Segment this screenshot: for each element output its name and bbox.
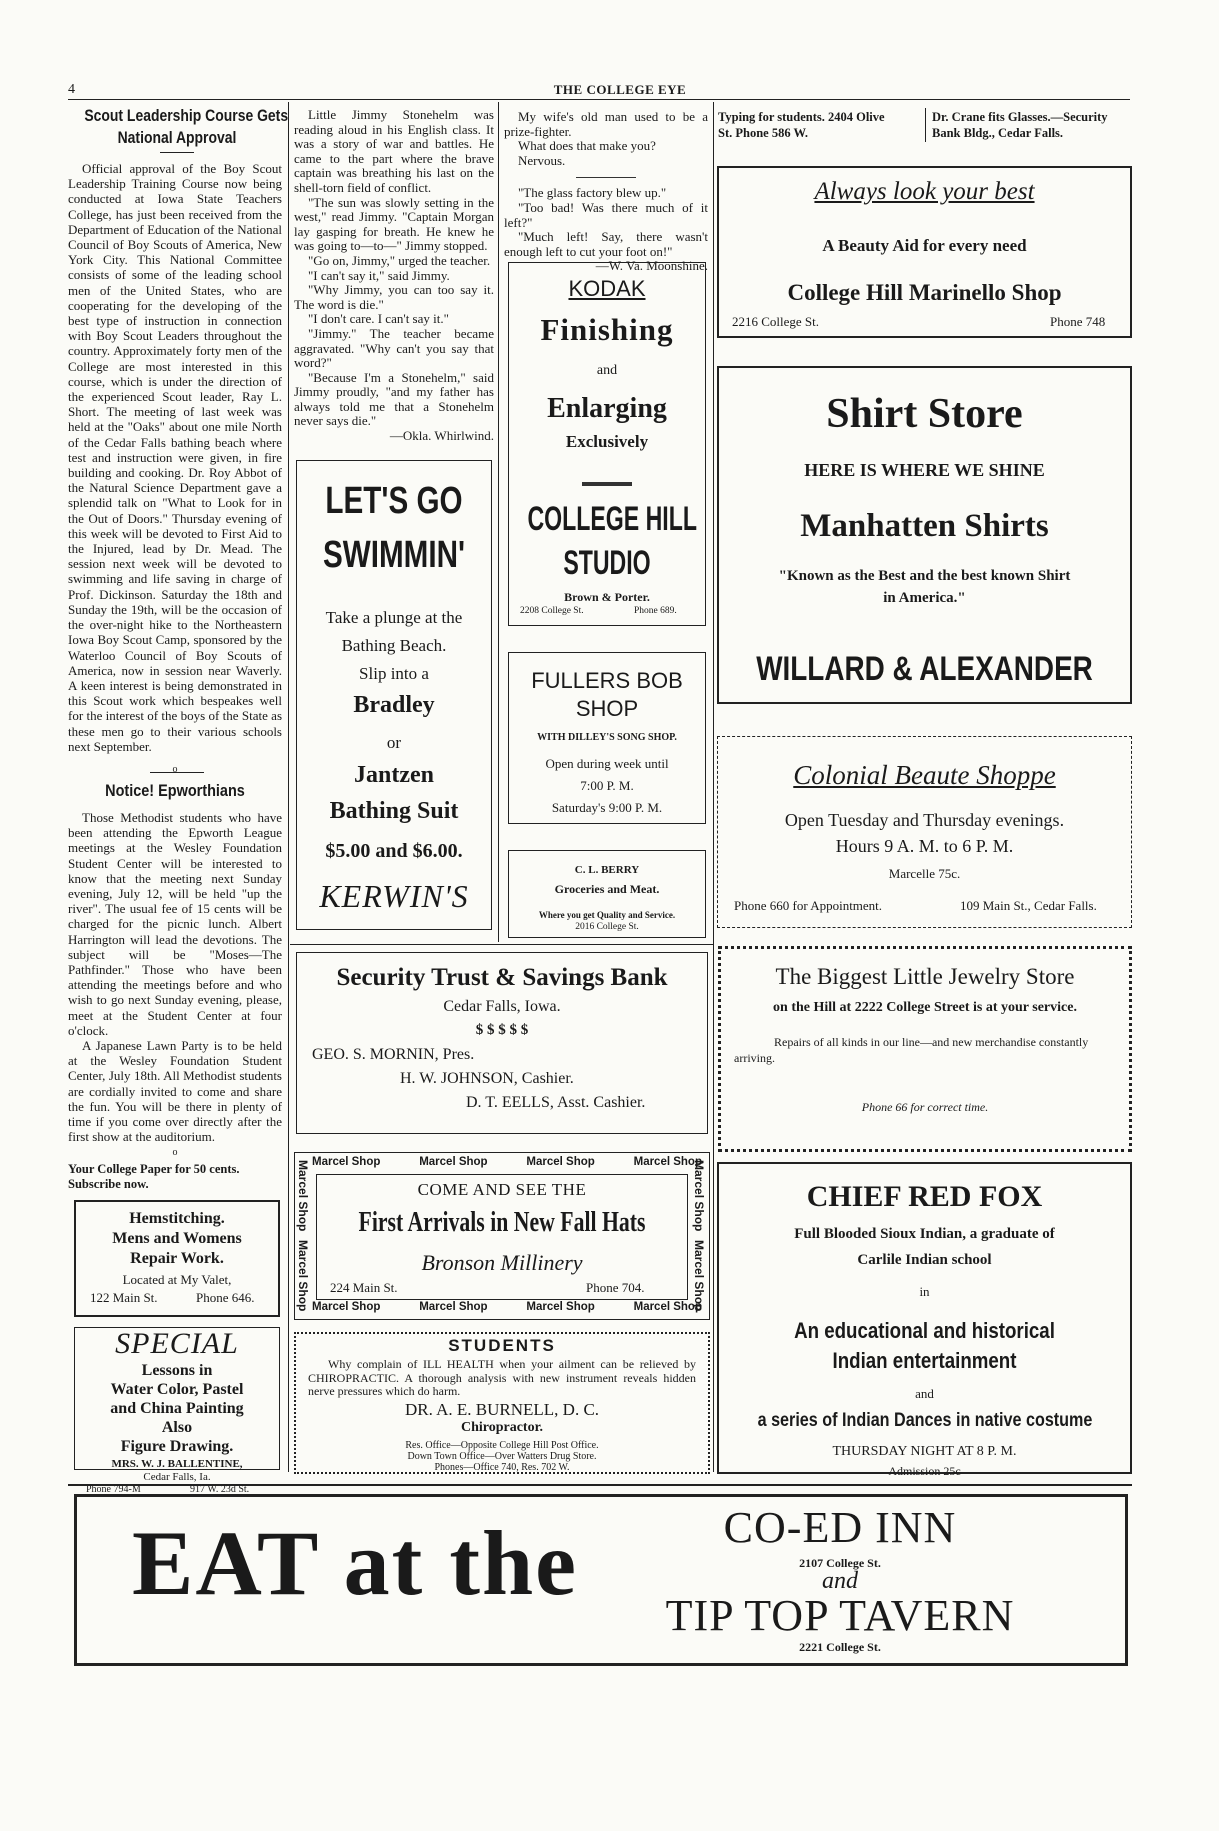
coed-l6: 2221 College St. xyxy=(799,1640,881,1654)
marinello-phone: Phone 748 xyxy=(1050,314,1106,329)
coed-l4: and xyxy=(822,1568,858,1594)
joke-l3: Nervous. xyxy=(518,152,566,168)
bank-l6: D. T. EELLS, Asst. Cashier. xyxy=(466,1094,646,1111)
swim-l7: or xyxy=(386,733,402,752)
students-l3: Phones—Office 740, Res. 702 W. xyxy=(434,1462,570,1473)
fox-l4: in xyxy=(919,1284,930,1299)
special-l2: Water Color, Pastel xyxy=(110,1381,244,1398)
colonial-l3: Hours 9 A. M. to 6 P. M. xyxy=(835,836,1014,856)
story-p1: Little Jimmy Stonehelm was reading aloud in his English class. It was a story of war and battles. He came to the part where the brave captain was breathing his last on the shell-torn field of conflict. xyxy=(294,107,494,195)
special-name: MRS. W. J. BALLENTINE, xyxy=(111,1458,243,1470)
joke-l4: "The glass factory blew up." xyxy=(518,185,667,201)
kodak-l8: Brown & Porter. xyxy=(564,590,650,604)
story-p7: "Jimmy." The teacher became aggravated. "Why can't you say that word?" xyxy=(294,325,494,371)
colonial-l4: Marcelle 75c. xyxy=(888,866,961,881)
col-rule-2 xyxy=(498,102,499,942)
marcel-bottom-4: Marcel Shop xyxy=(633,1301,702,1313)
millinery-l3: Bronson Millinery xyxy=(421,1250,583,1275)
students-name: DR. A. E. BURNELL, D. C. xyxy=(404,1400,600,1419)
shirt-l2: HERE IS WHERE WE SHINE xyxy=(804,460,1045,480)
fox-l7: and xyxy=(915,1386,934,1401)
coed-l1: EAT at the xyxy=(132,1512,578,1614)
swim-l2: SWIMMIN' xyxy=(322,534,466,576)
bank-l4: GEO. S. MORNIN, Pres. xyxy=(312,1046,475,1063)
marcel-left-2: Marcel Shop xyxy=(296,1240,310,1312)
typing-l2: St. Phone 586 W. xyxy=(718,126,808,140)
shirt-l6: WILLARD & ALEXANDER xyxy=(756,650,1093,688)
marcel-bottom xyxy=(312,1301,702,1313)
story-p2: "The sun was slowly setting in the west," read Jimmy. "Captain Morgan lay gasping for breath. He knew he was going to—to—" Jimmy stopped. xyxy=(294,194,494,254)
bank-l3: $ $ $ $ $ xyxy=(475,1022,529,1038)
notice-article xyxy=(68,810,282,1144)
kodak-l2: Finishing xyxy=(540,312,674,347)
marcel-bottom-3: Marcel Shop xyxy=(526,1301,595,1313)
marcel-left-1: Marcel Shop xyxy=(296,1160,310,1232)
scout-body: Official approval of the Boy Scout Leadership Training Course now being conducted at Iowa State Teachers College, has just been received from the Department of Education of the National Council of Boy Scouts of America, New York City. This National Committee consists of some of the leading school men of the United States, who are cooperating for the developing of the best type of instruction in connection with Boy Scout Leaders throughout the country. Approximately forty men of the College are most interested in this course, which is under the direction of the experienced Scout leader, Ray L. Short. The meeting of last week was held at the "Oaks" about one mile North of the Cedar Falls bathing beach where test and instruction were given, in fire building and cooking. Dr. Roy Abbot of the Natural Science Department gave a splendid talk on "What to Look for in the Out of Doors." Thursday evening of this week will be devoted to First Aid to the Injured, lead by Dr. Mead. The session next week will be devoted to swimming and life saving in charge of Prof. Dickinson. Saturday the 18th and Sunday the 19th, will be the occasion of the over-night hike to the Northeastern Iowa Boy Scout Camp, sponsored by the Waterloo Council of Boy Scouts of America, now in session near Waverly. A keen interest is being demonstrated in this Scout work which bespeakes well for the interest of the boys of the State as these men go to their various schools next September. xyxy=(68,161,282,754)
swim-l4: Bathing Beach. xyxy=(341,636,447,655)
coed-l3: 2107 College St. xyxy=(799,1556,881,1570)
marcel-right-1: Marcel Shop xyxy=(692,1160,706,1232)
special-l5: Figure Drawing. xyxy=(120,1438,234,1455)
marcel-top xyxy=(312,1156,702,1168)
colonial-l1: Colonial Beaute Shoppe xyxy=(793,760,1056,790)
short-rule xyxy=(160,152,194,153)
millinery-l1: COME AND SEE THE xyxy=(417,1180,587,1199)
special-phone: Phone 794-M xyxy=(86,1484,141,1495)
fox-l2: Full Blooded Sioux Indian, a graduate of xyxy=(794,1226,1055,1242)
joke-credit: —W. Va. Moonshine. xyxy=(595,258,708,274)
swim-l11: KERWIN'S xyxy=(319,878,469,914)
kodak-l4: Enlarging xyxy=(547,393,667,424)
kodak-l6: COLLEGE HILL xyxy=(527,500,697,538)
story-credit: —Okla. Whirlwind. xyxy=(389,428,494,444)
separator: o xyxy=(172,764,178,775)
bank-l2: Cedar Falls, Iowa. xyxy=(443,998,561,1015)
shirt-l3: Manhatten Shirts xyxy=(800,508,1049,544)
hemstitching-l4: Located at My Valet, xyxy=(122,1272,232,1287)
berry-l1: C. L. BERRY xyxy=(574,864,640,876)
coed-l2: CO-ED INN xyxy=(723,1503,957,1552)
hemstitching-phone: Phone 646. xyxy=(196,1290,255,1305)
story xyxy=(294,108,494,444)
millinery-l2: First Arrivals in New Fall Hats xyxy=(358,1206,646,1238)
separator-2: o xyxy=(172,1147,178,1158)
kodak-addr: 2208 College St. xyxy=(520,606,584,616)
special-l1: Lessons in xyxy=(141,1362,213,1379)
berry-l3: Where you get Quality and Service. xyxy=(538,910,676,920)
fox-l3: Carlile Indian school xyxy=(857,1252,992,1268)
subscribe-line-1: Your College Paper for 50 cents. xyxy=(68,1162,240,1176)
marinello-l3: College Hill Marinello Shop xyxy=(787,280,1062,305)
marinello-l2: A Beauty Aid for every need xyxy=(822,236,1027,255)
colonial-l2: Open Tuesday and Thursday evenings. xyxy=(784,810,1065,830)
berry-l4: 2016 College St. xyxy=(575,922,639,932)
berry-l2: Groceries and Meat. xyxy=(554,882,660,896)
scout-article xyxy=(68,161,282,754)
students-body: Why complain of ILL HEALTH when your ailment can be relieved by CHIROPRACTIC. A thorough analysis with new instrument reveals hidden nerve pressures which do harm. xyxy=(308,1357,696,1398)
students-title: STUDENTS xyxy=(448,1336,556,1355)
colonial-phone: Phone 660 for Appointment. xyxy=(734,898,883,913)
colonial-addr: 109 Main St., Cedar Falls. xyxy=(960,898,1097,913)
swim-l6: Bradley xyxy=(353,692,435,718)
page-number: 4 xyxy=(68,82,75,97)
banner-top-rule xyxy=(68,1484,1132,1486)
marcel-top-3: Marcel Shop xyxy=(526,1156,595,1168)
header-rule xyxy=(68,99,1130,100)
story-p4: "I can't say it," said Jimmy. xyxy=(308,267,450,283)
jewelry-l1: The Biggest Little Jewelry Store xyxy=(775,964,1075,989)
marcel-bottom-2: Marcel Shop xyxy=(419,1301,488,1313)
swim-l10: $5.00 and $6.00. xyxy=(325,840,463,862)
kodak-l1: KODAK xyxy=(568,276,646,301)
kodak-divider xyxy=(582,482,632,486)
special-title: SPECIAL xyxy=(115,1327,239,1360)
notice-body-2: A Japanese Lawn Party is to be held at the Wesley Foundation Student Center, July 18th. All Methodist students are cordially invited to come and share the fun. You will be there in plenty of time if you come over directly after the first show at the auditorium. xyxy=(68,1038,282,1145)
swim-l9: Bathing Suit xyxy=(329,798,459,824)
coed-l5: TIP TOP TAVERN xyxy=(665,1591,1015,1640)
swim-l5: Slip into a xyxy=(359,664,429,683)
marcel-bottom-1: Marcel Shop xyxy=(312,1301,381,1313)
millinery-phone: Phone 704. xyxy=(586,1280,645,1295)
bank-top-rule xyxy=(290,944,713,945)
fox-l10: Admission 25c xyxy=(888,1464,961,1478)
shirt-l1: Shirt Store xyxy=(826,391,1023,437)
special-addr: 917 W. 23d St. xyxy=(190,1484,250,1495)
joke-l6: "Much left! Say, there wasn't enough left to cut your foot on!" xyxy=(504,229,708,259)
fullers-l4: Open during week until xyxy=(545,756,669,771)
col-rule-3 xyxy=(713,102,714,1472)
bank-l1: Security Trust & Savings Bank xyxy=(336,964,668,991)
millinery-addr: 224 Main St. xyxy=(330,1280,398,1295)
fullers-l3: WITH DILLEY'S SONG SHOP. xyxy=(537,732,677,743)
students-l2: Down Town Office—Over Watters Drug Store. xyxy=(407,1451,597,1462)
scout-headline-1: Scout Leadership Course Gets xyxy=(84,106,289,125)
kodak-l7: STUDIO xyxy=(563,544,651,582)
crane-l1: Dr. Crane fits Glasses.—Security xyxy=(932,110,1108,124)
special-city: Cedar Falls, Ia. xyxy=(143,1471,211,1483)
fox-l5: An educational and historical xyxy=(794,1318,1055,1343)
crane-l2: Bank Bldg., Cedar Falls. xyxy=(932,126,1064,140)
swim-l8: Jantzen xyxy=(354,762,434,788)
kodak-phone: Phone 689. xyxy=(634,606,677,616)
hemstitching-l3: Repair Work. xyxy=(130,1250,224,1267)
fullers-l6: Saturday's 9:00 P. M. xyxy=(551,800,663,815)
jewelry-l2: on the Hill at 2222 College Street is at your service. xyxy=(773,1000,1077,1015)
marcel-top-1: Marcel Shop xyxy=(312,1156,381,1168)
students-title2: Chiropractor. xyxy=(460,1420,544,1435)
separator-rule xyxy=(150,772,204,773)
hemstitching-l2: Mens and Womens xyxy=(112,1230,242,1247)
fullers-l2: SHOP xyxy=(575,696,639,721)
jewelry-l3: Repairs of all kinds in our line—and new merchandise constantly arriving. xyxy=(734,1035,1089,1065)
swim-l1: LET'S GO xyxy=(325,480,463,522)
scout-headline-2: National Approval xyxy=(117,128,237,147)
fullers-l1: FULLERS BOB xyxy=(531,668,683,693)
joke-l1: My wife's old man used to be a prize-fighter. xyxy=(504,109,708,139)
jewelry-l4: Phone 66 for correct time. xyxy=(861,1100,989,1114)
story-p5: "Why Jimmy, you can too say it. The word is die." xyxy=(294,282,494,312)
marcel-top-2: Marcel Shop xyxy=(419,1156,488,1168)
hemstitching-l1: Hemstitching. xyxy=(129,1210,225,1227)
joke xyxy=(504,110,708,274)
special-l3: and China Painting xyxy=(110,1400,244,1417)
story-p8: "Because I'm a Stonehelm," said Jimmy proudly, "and my father has always told me that a Stonehelm never says die." xyxy=(294,369,494,429)
typing-l1: Typing for students. 2404 Olive xyxy=(718,110,885,124)
bank-l5: H. W. JOHNSON, Cashier. xyxy=(400,1070,574,1087)
top-split xyxy=(925,108,926,142)
fox-l8: a series of Indian Dances in native costume xyxy=(757,1410,1093,1431)
subscribe-line-2: Subscribe now. xyxy=(68,1177,149,1191)
joke-l5: "Too bad! Was there much of it left?" xyxy=(504,199,708,230)
masthead: THE COLLEGE EYE xyxy=(553,82,687,97)
kodak-l3: and xyxy=(596,363,618,378)
notice-body-1: Those Methodist students who have been attending the Epworth League meetings at the Wesley Foundation Student Center will be interested to know that the meeting next Sunday evening, July 12, will be held "up the river". The usual fee of 15 cents will be charged for the picnic lunch. Albert Harrington will lead the devotions. The subject will be "Moses—The Pathfinder." Those who have been attending the meetings before and who wish to go next Sunday evening, please, meet at the Student Center at four o'clock. xyxy=(68,810,282,1038)
fox-l6: Indian entertainment xyxy=(832,1348,1017,1373)
special-l4: Also xyxy=(161,1419,193,1436)
marinello-addr: 2216 College St. xyxy=(732,314,820,329)
shirt-l4: "Known as the Best and the best known Shirt xyxy=(778,568,1071,584)
kodak-l5: Exclusively xyxy=(565,432,649,451)
story-p3: "Go on, Jimmy," urged the teacher. xyxy=(308,252,491,268)
hemstitching-addr: 122 Main St. xyxy=(90,1290,158,1305)
shirt-l5: in America." xyxy=(883,590,966,606)
marinello-l1: Always look your best xyxy=(814,178,1035,205)
notice-headline: Notice! Epworthians xyxy=(105,781,245,800)
fox-l9: THURSDAY NIGHT AT 8 P. M. xyxy=(832,1444,1017,1459)
col-rule-1 xyxy=(288,102,289,1472)
marcel-top-4: Marcel Shop xyxy=(633,1156,702,1168)
swim-l3: Take a plunge at the xyxy=(325,608,463,627)
joke-l2: What does that make you? xyxy=(518,138,656,154)
story-p6: "I don't care. I can't say it." xyxy=(308,311,449,327)
students-l1: Res. Office—Opposite College Hill Post Office. xyxy=(405,1440,599,1451)
fullers-l5: 7:00 P. M. xyxy=(580,778,634,793)
marcel-right-2: Marcel Shop xyxy=(692,1240,706,1312)
fox-l1: CHIEF RED FOX xyxy=(806,1180,1043,1213)
